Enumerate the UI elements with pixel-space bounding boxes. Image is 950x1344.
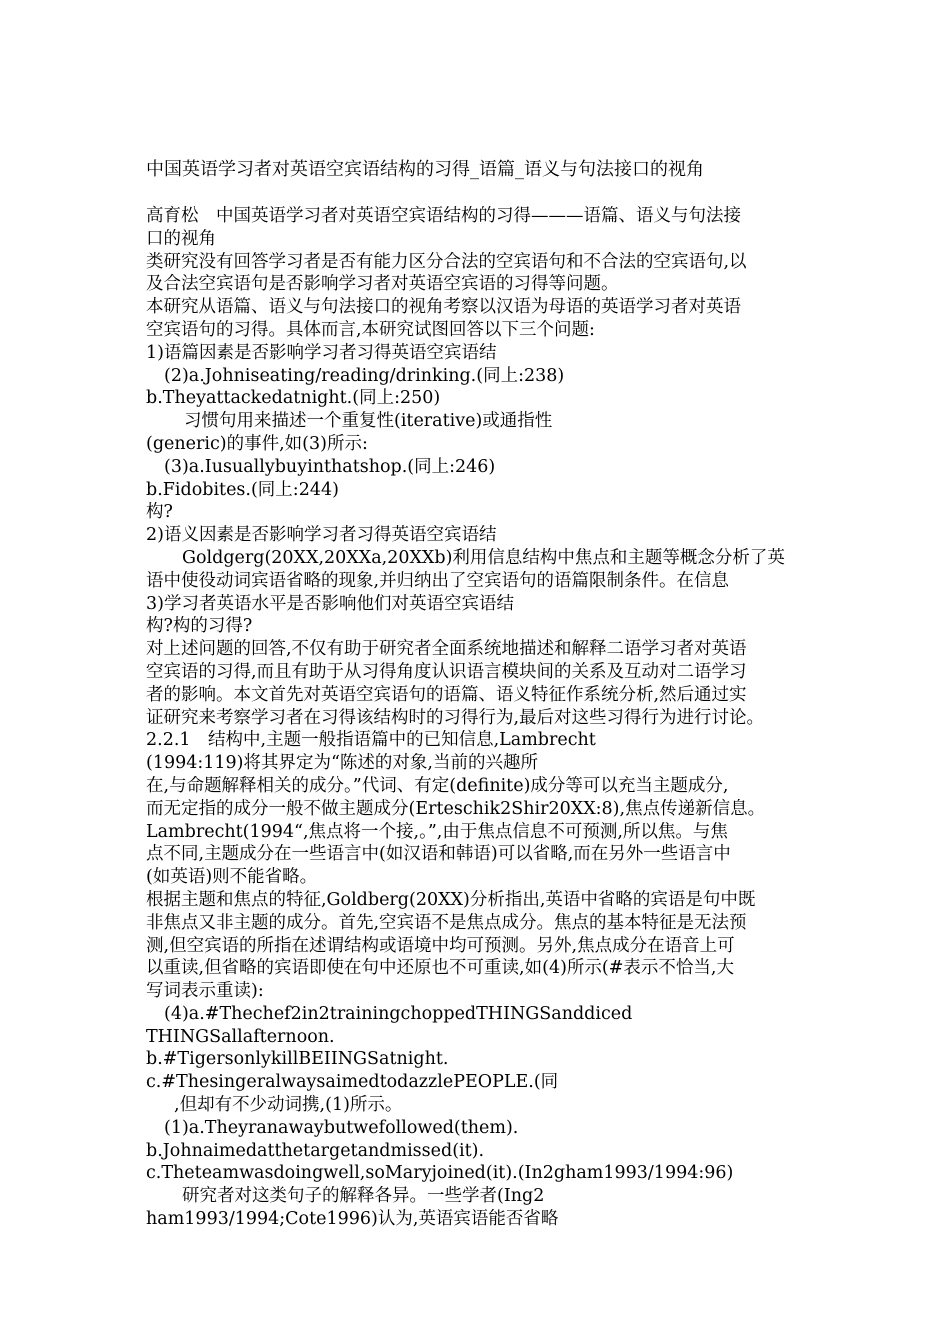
text-line: 1)语篇因素是否影响学习者习得英语空宾语结 (146, 342, 497, 363)
text-line: (3)a.Iusuallybuyinthatshop.(同上:246) (164, 456, 496, 477)
text-line: 证研究来考察学习者在习得该结构时的习得行为,最后对这些习得行为进行讨论。 (146, 707, 765, 728)
text-line: 根据主题和焦点的特征,Goldberg(20XX)分析指出,英语中省略的宾语是句中既 (146, 889, 756, 910)
text-line: b.Fidobites.(同上:244) (146, 479, 339, 500)
text-line: 点不同,主题成分在一些语言中(如汉语和韩语)可以省略,而在另外一些语言中 (146, 844, 731, 865)
text-line: 空宾语句的习得。具体而言,本研究试图回答以下三个问题: (146, 319, 595, 340)
text-line: THINGSallafternoon. (146, 1026, 335, 1047)
text-line: 本研究从语篇、语义与句法接口的视角考察以汉语为母语的英语学习者对英语 (146, 297, 741, 318)
text-line: 研究者对这类句子的解释各异。一些学者(Ing2 (182, 1186, 545, 1207)
text-line: (1994:119)将其界定为“陈述的对象,当前的兴趣所 (146, 753, 538, 774)
text-line: 类研究没有回答学习者是否有能力区分合法的空宾语句和不合法的空宾语句,以 (146, 251, 747, 272)
text-line: b.Johnaimedatthetargetandmissed(it). (146, 1140, 485, 1161)
text-line: (4)a.#Thechef2in2trainingchoppedTHINGSanddiced (164, 1003, 633, 1024)
text-line: 2.2.1 结构中,主题一般指语篇中的已知信息,Lambrecht (146, 730, 596, 751)
text-line: c.Theteamwasdoingwell,soMaryjoined(it).(In2gham1993/1994:96) (146, 1163, 734, 1184)
text-line: 者的影响。本文首先对英语空宾语句的语篇、语义特征作系统分析,然后通过实 (146, 684, 747, 705)
text-line: 语中使役动词宾语省略的现象,并归纳出了空宾语句的语篇限制条件。在信息 (146, 570, 730, 591)
text-line: 高育松 中国英语学习者对英语空宾语结构的习得———语篇、语义与句法接 (146, 206, 741, 226)
text-line: 空宾语的习得,而且有助于从习得角度认识语言模块间的关系及互动对二语学习 (146, 661, 747, 682)
text-line: 对上述问题的回答,不仅有助于研究者全面系统地描述和解释二语学习者对英语 (146, 639, 747, 660)
text-line: ,但却有不少动词携,(1)所示。 (174, 1095, 403, 1116)
text-line: 以重读,但省略的宾语即使在句中还原也不可重读,如(4)所示(#表示不恰当,大 (146, 958, 734, 979)
text-line: (generic)的事件,如(3)所示: (146, 433, 368, 454)
text-line: (1)a.Theyranawaybutwefollowed(them). (164, 1117, 519, 1138)
text-line: 写词表示重读): (146, 981, 264, 1002)
text-line: b.#TigersonlykillBEIINGSatnight. (146, 1049, 449, 1070)
text-line: c.#ThesingeralwaysaimedtodazzlePEOPLE.(同 (146, 1072, 559, 1093)
text-line: 3)学习者英语水平是否影响他们对英语空宾语结 (146, 593, 514, 614)
text-line: 非焦点又非主题的成分。首先,空宾语不是焦点成分。焦点的基本特征是无法预 (146, 912, 747, 933)
text-line: Lambrecht(1994“,焦点将一个接,。”,由于焦点信息不可预测,所以焦。与焦 (146, 821, 728, 842)
text-line: 构? (146, 502, 173, 523)
text-line: 构?构的习得? (146, 616, 253, 637)
text-line: 在,与命题解释相关的成分。”代词、有定(definite)成分等可以充当主题成分, (146, 775, 729, 796)
text-line: 及合法空宾语句是否影响学习者对英语空宾语的习得等问题。 (146, 274, 619, 295)
document-title: 中国英语学习者对英语空宾语结构的习得_语篇_语义与句法接口的视角 (146, 159, 704, 180)
text-line: (如英语)则不能省略。 (146, 867, 318, 888)
text-line: 而无定指的成分一般不做主题成分(Erteschik2Shir20XX:8),焦点传递新信息。 (146, 798, 766, 819)
text-line: 口的视角 (146, 228, 216, 249)
document-body (146, 205, 826, 1231)
text-line: ham1993/1994;Cote1996)认为,英语宾语能否省略 (146, 1209, 559, 1230)
text-line: 测,但空宾语的所指在述谓结构或语境中均可预测。另外,焦点成分在语音上可 (146, 935, 735, 956)
text-line: Goldgerg(20XX,20XXa,20XXb)利用信息结构中焦点和主题等概念分析了英 (182, 547, 785, 568)
text-line: (2)a.Johniseating/reading/drinking.(同上:238) (164, 365, 565, 386)
text-line: 习惯句用来描述一个重复性(iterative)或通指性 (184, 411, 553, 432)
text-line: b.Theyattackedatnight.(同上:250) (146, 388, 441, 409)
text-line: 2)语义因素是否影响学习者习得英语空宾语结 (146, 525, 497, 546)
